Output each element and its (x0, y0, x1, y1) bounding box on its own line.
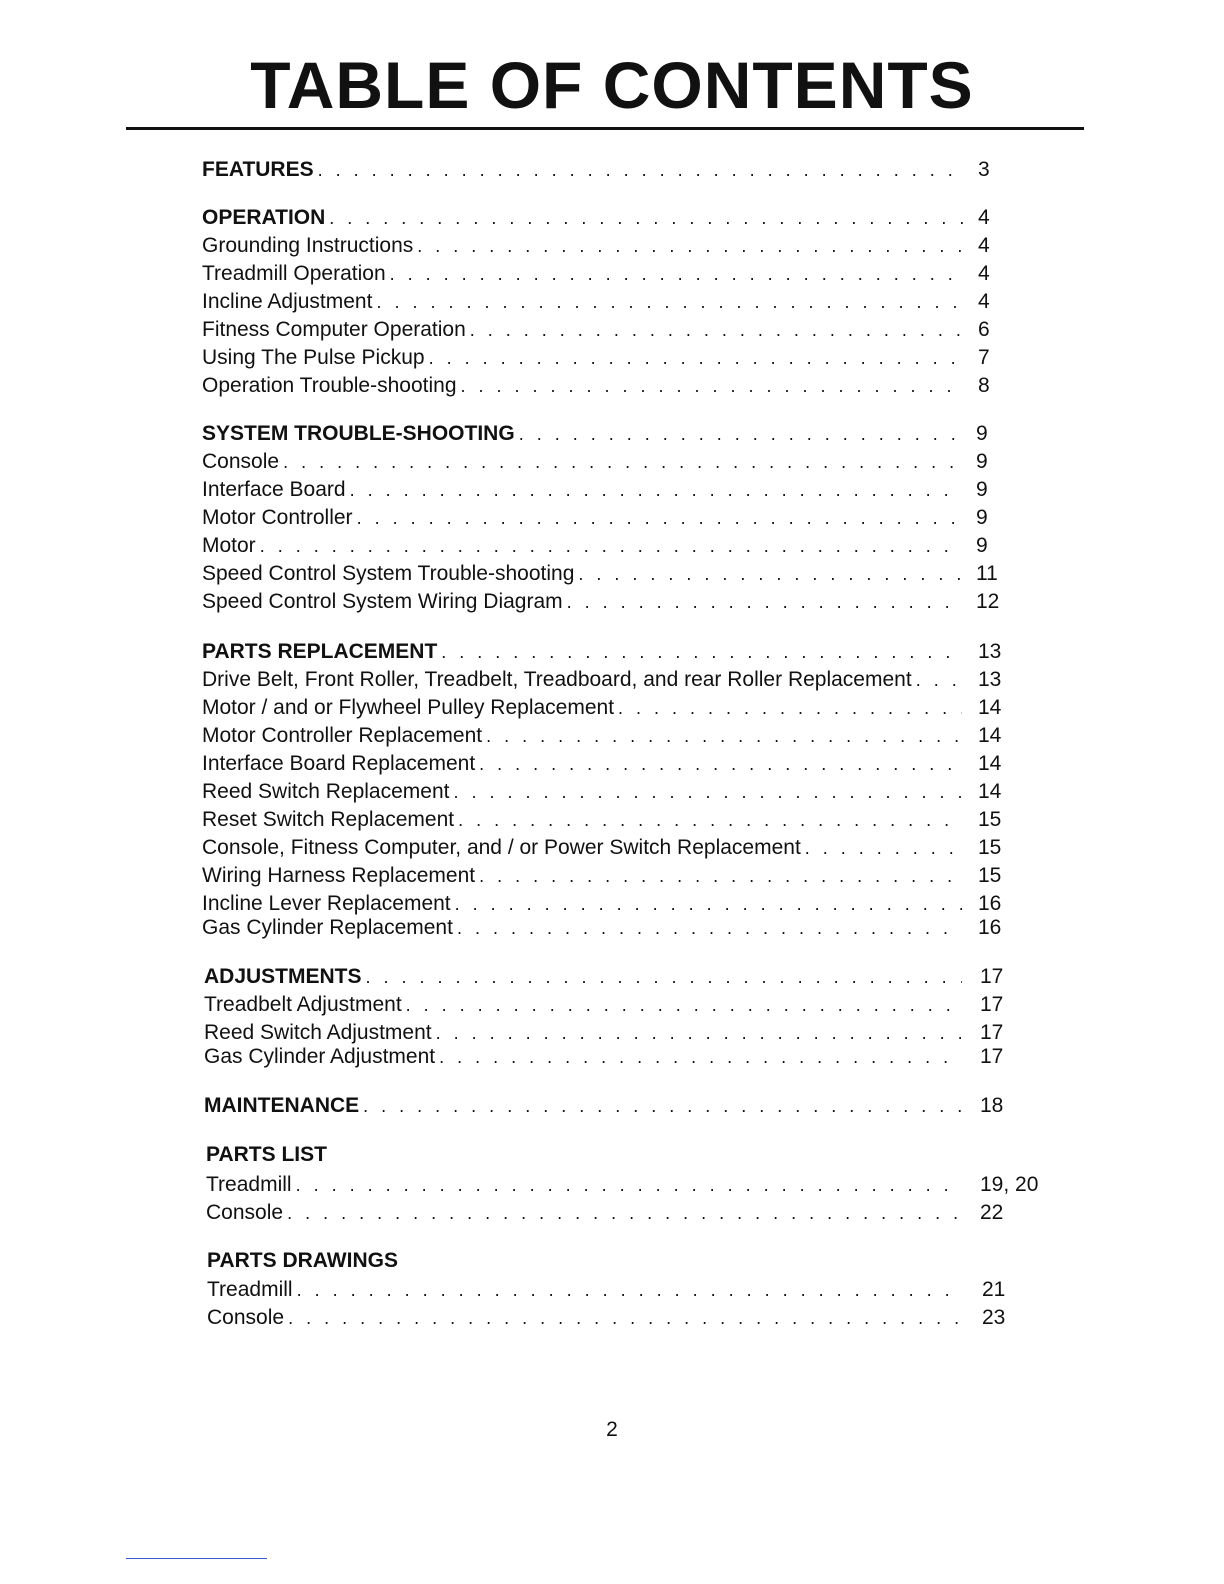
toc-entry[interactable] (202, 863, 1002, 889)
dot-leader (618, 695, 962, 721)
toc-entry-label: Reed Switch Adjustment (204, 1021, 432, 1044)
toc-entry-page: 7 (978, 346, 990, 369)
dot-leader (390, 261, 964, 287)
toc-entry-page: 12 (976, 590, 1000, 613)
page-number: 2 (606, 1418, 618, 1441)
dot-leader (458, 807, 962, 833)
dot-leader (805, 835, 962, 861)
toc-entry-label: Motor (202, 534, 256, 557)
toc-entry-page: 17 (980, 1021, 1004, 1044)
dot-leader (260, 533, 962, 559)
dot-leader (287, 1200, 962, 1226)
toc-entry[interactable] (202, 779, 1002, 805)
toc-entry-page: 6 (978, 318, 990, 341)
toc-entry[interactable] (202, 233, 990, 259)
toc-section-heading[interactable] (202, 639, 1002, 665)
dot-leader (350, 477, 962, 503)
toc-section-heading[interactable] (204, 1093, 1004, 1119)
dot-leader (461, 373, 965, 399)
toc-entry[interactable] (202, 835, 1002, 861)
toc-entry[interactable] (202, 505, 988, 531)
toc-entry-page: 17 (980, 993, 1004, 1016)
toc-entry-page: 4 (978, 262, 990, 285)
toc-entry-page: 17 (980, 965, 1004, 988)
toc-entry[interactable] (202, 317, 990, 343)
toc-entry[interactable] (202, 449, 988, 475)
dot-leader (376, 289, 964, 315)
dot-leader (479, 863, 962, 889)
toc-entry-label: Interface Board Replacement (202, 752, 476, 775)
dot-leader (297, 1277, 964, 1303)
dot-leader (486, 723, 962, 749)
toc-entry-label: FEATURES (202, 158, 314, 181)
toc-entry-label: Motor Controller (202, 506, 353, 529)
toc-entry-page: 4 (978, 206, 990, 229)
toc-entry[interactable] (204, 992, 1004, 1018)
dot-leader (288, 1305, 964, 1331)
toc-entry-page: 16 (978, 916, 1002, 939)
toc-entry-page: 14 (978, 696, 1002, 719)
toc-entry-label: Reed Switch Replacement (202, 780, 450, 803)
toc-entry-page: 15 (978, 864, 1002, 887)
toc-entry[interactable] (206, 1172, 1039, 1198)
toc-entry-page: 14 (978, 724, 1002, 747)
dot-leader (296, 1172, 962, 1198)
dot-leader (363, 1093, 962, 1119)
toc-entry-page: 4 (978, 234, 990, 257)
toc-entry-page: 14 (978, 780, 1002, 803)
toc-section-heading[interactable] (202, 421, 988, 447)
toc-entry-page: 9 (976, 506, 988, 529)
toc-entry-label: Treadmill (206, 1173, 292, 1196)
toc-entry-label: Motor Controller Replacement (202, 724, 483, 747)
dot-leader (366, 964, 962, 990)
toc-entry-label: Console (206, 1201, 284, 1224)
toc-section-heading[interactable] (206, 1142, 327, 1168)
toc-entry[interactable] (202, 373, 990, 399)
toc-entry[interactable] (202, 561, 998, 587)
toc-entry-label: Fitness Computer Operation (202, 318, 466, 341)
toc-entry-page: 16 (978, 892, 1002, 915)
toc-entry[interactable] (202, 807, 1002, 833)
toc-entry-page: 23 (982, 1306, 1006, 1329)
toc-entry-label: Wiring Harness Replacement (202, 864, 476, 887)
dot-leader (567, 589, 962, 615)
dot-leader (283, 449, 962, 475)
toc-entry-page: 21 (982, 1278, 1006, 1301)
dot-leader (406, 992, 962, 1018)
toc-entry-label: Incline Lever Replacement (202, 892, 451, 915)
toc-entry-page: 9 (976, 450, 988, 473)
dot-leader (453, 779, 962, 805)
toc-section-heading[interactable] (204, 964, 1004, 990)
toc-entry-label: Console, Fitness Computer, and / or Power Switch Replacement (202, 836, 801, 859)
toc-entry[interactable] (202, 477, 988, 503)
toc-entry-label: Treadbelt Adjustment (204, 993, 402, 1016)
dot-leader (329, 205, 964, 231)
toc-entry-page: 22 (980, 1201, 1004, 1224)
toc-entry-page: 14 (978, 752, 1002, 775)
toc-entry-label: Drive Belt, Front Roller, Treadbelt, Treadboard, and rear Roller Replacement (202, 668, 912, 691)
toc-entry-page: 13 (978, 668, 1002, 691)
toc-entry-label: Speed Control System Trouble-shooting (202, 562, 575, 585)
toc-entry-page: 18 (980, 1094, 1004, 1117)
toc-entry[interactable] (202, 723, 1002, 749)
toc-entry-label: SYSTEM TROUBLE-SHOOTING (202, 422, 515, 445)
toc-entry-label: Console (207, 1306, 285, 1329)
toc-entry-page: 9 (976, 422, 988, 445)
page-title: TABLE OF CONTENTS (250, 48, 974, 122)
toc-entry-label: Gas Cylinder Replacement (202, 916, 453, 939)
dot-leader (470, 317, 964, 343)
toc-entry-page: 11 (976, 562, 998, 585)
toc-entry-label: PARTS DRAWINGS (207, 1249, 398, 1272)
toc-entry-page: 15 (978, 808, 1002, 831)
toc-entry[interactable] (202, 261, 990, 287)
toc-entry-label: Treadmill (207, 1278, 293, 1301)
toc-entry[interactable] (207, 1305, 1006, 1331)
dot-leader (441, 639, 962, 665)
toc-entry-label: PARTS REPLACEMENT (202, 640, 438, 663)
toc-entry[interactable] (204, 1020, 1004, 1046)
toc-entry-page: 3 (978, 158, 990, 181)
toc-entry[interactable] (202, 891, 1002, 917)
toc-entry-page: 8 (978, 374, 990, 397)
toc-entry-page: 9 (976, 478, 988, 501)
dot-leader (479, 751, 962, 777)
toc-entry-page: 4 (978, 290, 990, 313)
dot-leader (429, 345, 964, 371)
footer-line (126, 1558, 267, 1559)
toc-entry[interactable] (202, 695, 1002, 721)
dot-leader (417, 233, 964, 259)
toc-entry[interactable] (202, 751, 1002, 777)
toc-entry-label: Incline Adjustment (202, 290, 373, 313)
dot-leader (519, 421, 962, 447)
toc-entry-label: Using The Pulse Pickup (202, 346, 425, 369)
toc-section-heading[interactable] (202, 157, 990, 183)
toc-entry[interactable] (202, 533, 988, 559)
toc-entry[interactable] (202, 289, 990, 315)
toc-entry[interactable] (202, 589, 1000, 615)
toc-entry[interactable] (202, 915, 1002, 941)
toc-entry-label: Interface Board (202, 478, 346, 501)
toc-entry-label: Treadmill Operation (202, 262, 386, 285)
toc-entry-label: Operation Trouble-shooting (202, 374, 457, 397)
toc-entry-label: Gas Cylinder Adjustment (204, 1045, 436, 1068)
toc-entry[interactable] (202, 345, 990, 371)
toc-entry-page: 17 (980, 1045, 1004, 1068)
dot-leader (439, 1044, 962, 1070)
dot-leader (436, 1020, 962, 1046)
dot-leader (578, 561, 962, 587)
toc-entry-page: 13 (978, 640, 1002, 663)
toc-entry-page: 15 (978, 836, 1002, 859)
toc-section-heading[interactable] (207, 1248, 398, 1274)
dot-leader (318, 157, 964, 183)
toc-entry-label: Console (202, 450, 280, 473)
dot-leader (457, 915, 962, 941)
dot-leader (916, 667, 962, 693)
toc-entry-label: PARTS LIST (206, 1143, 327, 1166)
toc-entry-label: OPERATION (202, 206, 326, 229)
toc-section-heading[interactable] (202, 205, 990, 231)
dot-leader (357, 505, 962, 531)
toc-entry-label: Reset Switch Replacement (202, 808, 455, 831)
title-underline (126, 127, 1084, 130)
toc-entry-page: 19, 20 (980, 1173, 1039, 1196)
toc-entry[interactable] (206, 1200, 1004, 1226)
toc-entry[interactable] (202, 667, 1002, 693)
toc-entry-label: Grounding Instructions (202, 234, 414, 257)
toc-entry-label: Motor / and or Flywheel Pulley Replacement (202, 696, 615, 719)
toc-entry[interactable] (207, 1277, 1006, 1303)
toc-entry-page: 9 (976, 534, 988, 557)
toc-entry-label: Speed Control System Wiring Diagram (202, 590, 563, 613)
dot-leader (455, 891, 962, 917)
toc-entry-label: MAINTENANCE (204, 1094, 360, 1117)
toc-entry[interactable] (204, 1044, 1004, 1070)
toc-entry-label: ADJUSTMENTS (204, 965, 362, 988)
